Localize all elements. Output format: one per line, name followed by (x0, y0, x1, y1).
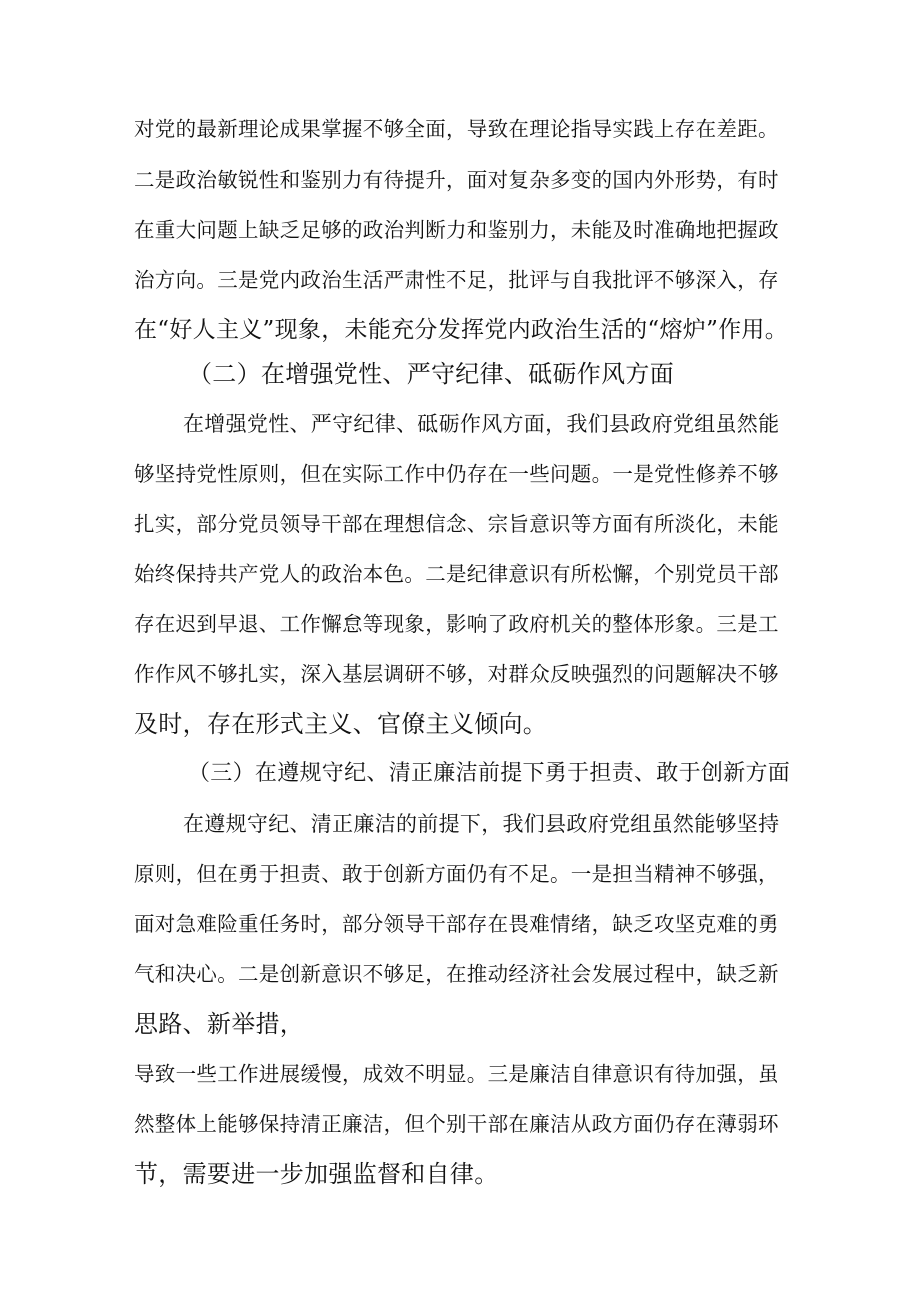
body-line: 存在迟到早退、工作懈怠等现象，影响了政府机关的整体形象。三是工 (134, 612, 779, 636)
body-line: 气和决心。二是创新意识不够足，在推动经济社会发展过程中，缺乏新 (134, 962, 779, 986)
body-line: 二是政治敏锐性和鉴别力有待提升，面对复杂多变的国内外形势，有时 (134, 168, 779, 192)
body-line: 面对急难险重任务时，部分领导干部存在畏难情绪，缺乏攻坚克难的勇 (134, 912, 779, 936)
body-line: 及时，存在形式主义、官僚主义倾向。 (134, 710, 548, 738)
section-heading-3: （三）在遵规守纪、清正廉洁前提下勇于担责、敢于创新方面 (188, 761, 791, 786)
body-line: 治方向。三是党内政治生活严肃性不足，批评与自我批评不够深入，存 (134, 268, 779, 292)
paragraph-first-line: 在增强党性、严守纪律、砥砺作风方面，我们县政府党组虽然能 (183, 412, 780, 436)
body-line: 在“好人主义”现象，未能充分发挥党内政治生活的“熔炉”作用。 (134, 317, 789, 343)
body-line: 思路、新举措， (134, 1010, 305, 1038)
section-heading-2: （二）在增强党性、严守纪律、砥砺作风方面 (188, 360, 674, 388)
body-line: 然整体上能够保持清正廉洁，但个别干部在廉洁从政方面仍存在薄弱环 (134, 1112, 779, 1136)
body-line: 始终保持共产党人的政治本色。二是纪律意识有所松懈，个别党员干部 (134, 562, 779, 586)
body-line: 原则，但在勇于担责、敢于创新方面仍有不足。一是担当精神不够强， (134, 862, 779, 886)
body-line: 节，需要进一步加强监督和自律。 (134, 1160, 499, 1188)
body-line: 导致一些工作进展缓慢，成效不明显。三是廉洁自律意识有待加强，虽 (134, 1062, 779, 1086)
body-line: 作作风不够扎实，深入基层调研不够，对群众反映强烈的问题解决不够 (134, 662, 779, 686)
paragraph-first-line: 在遵规守纪、清正廉洁的前提下，我们县政府党组虽然能够坚持 (183, 812, 780, 836)
body-line: 扎实，部分党员领导干部在理想信念、宗旨意识等方面有所淡化，未能 (134, 512, 779, 536)
body-line: 在重大问题上缺乏足够的政治判断力和鉴别力，未能及时准确地把握政 (134, 218, 779, 242)
body-line: 够坚持党性原则，但在实际工作中仍存在一些问题。一是党性修养不够 (134, 462, 779, 486)
body-line: 对党的最新理论成果掌握不够全面，导致在理论指导实践上存在差距。 (134, 117, 779, 141)
